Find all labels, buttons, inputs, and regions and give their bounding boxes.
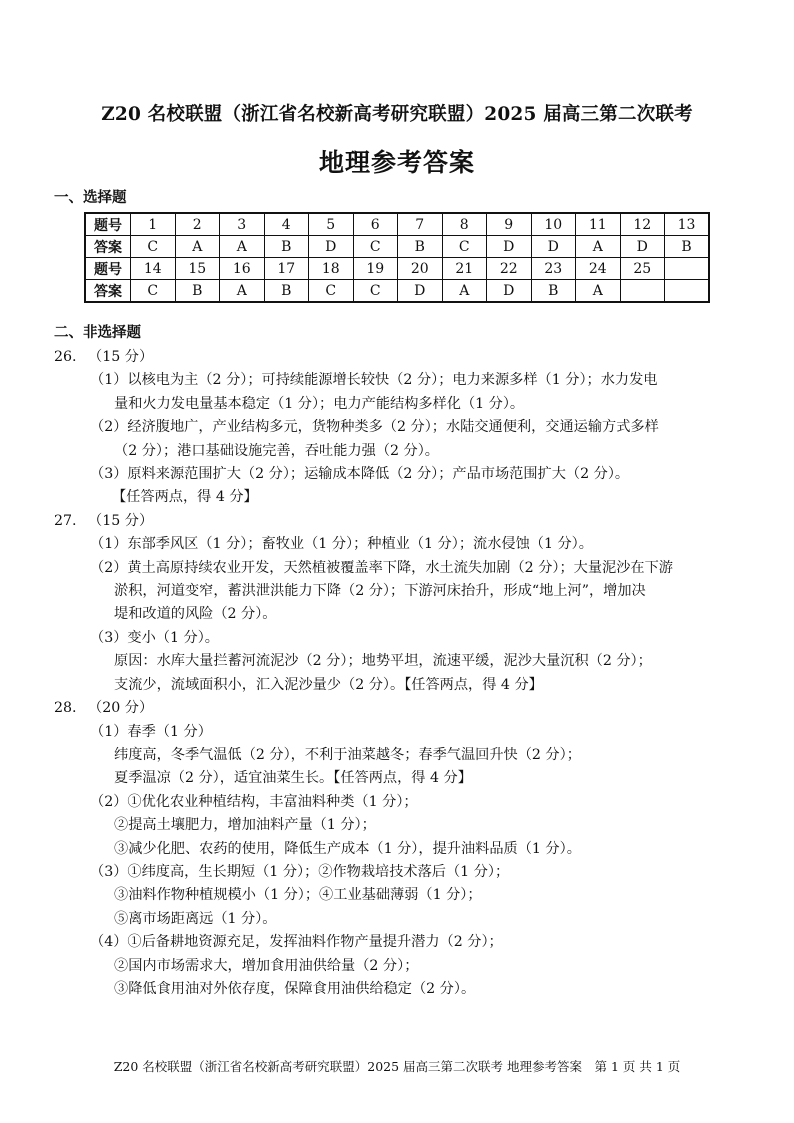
answer-cell: A	[576, 280, 621, 303]
question-number: 28.	[54, 700, 77, 717]
answer-cell: C	[442, 236, 487, 258]
answer-cell: C	[353, 280, 398, 303]
question-26-header	[54, 346, 774, 369]
q26-part2-line2: （2 分）；港口基础设施完善，吞吐能力强（2 分）。	[114, 442, 439, 459]
q28-part4-line3: ③降低食用油对外依存度，保障食用油供给稳定（2 分）。	[114, 980, 476, 997]
q27-part3-line1: （3）变小（1 分）。	[90, 629, 219, 646]
answer-cell: C	[309, 280, 354, 303]
question-number-cell: 17	[264, 258, 309, 280]
answer-table	[84, 212, 710, 303]
table-row-answers	[85, 236, 709, 258]
q28-part2-line3: ③减少化肥、农药的使用，降低生产成本（1 分），提升油料品质（1 分）。	[114, 840, 581, 857]
table-row-question-numbers	[85, 213, 709, 236]
answer-cell: B	[175, 280, 220, 303]
q26-part1-line1: （1）以核电为主（2 分）；可持续能源增长较快（2 分）；电力来源多样（1 分）；水力发电	[90, 372, 658, 389]
answer-cell: A	[220, 280, 265, 303]
question-number-cell: 25	[620, 258, 665, 280]
q27-part2-line1: （2）黄土高原持续农业开发，天然植被覆盖率下降，水土流失加剧（2 分）；大量泥沙在下游	[90, 559, 673, 576]
question-number-cell: 3	[220, 213, 265, 236]
answer-cell: B	[264, 236, 309, 258]
answer-cell: D	[487, 280, 532, 303]
row-label-question: 题号	[85, 213, 131, 236]
answer-cell: B	[264, 280, 309, 303]
question-number-cell: 23	[531, 258, 576, 280]
answer-cell: A	[175, 236, 220, 258]
q26-part1-line2: 量和火力发电量基本稳定（1 分）；电力产能结构多样化（1 分）。	[114, 395, 525, 412]
answer-cell: D	[309, 236, 354, 258]
q28-part3-line2: ③油料作物种植规模小（1 分）；④工业基础薄弱（1 分）；	[114, 887, 482, 904]
q26-part3-line1: （3）原料来源范围扩大（2 分）；运输成本降低（2 分）；产品市场范围扩大（2 分）。	[90, 466, 630, 483]
answer-cell: B	[398, 236, 443, 258]
q28-part1-line1: （1）春季（1 分）	[90, 723, 212, 740]
answer-cell: D	[620, 236, 665, 258]
answer-cell	[620, 280, 665, 303]
page-footer: Z20 名校联盟（浙江省名校新高考研究联盟）2025 届高三第二次联考 地理参考答案 第 1 页 共 1 页	[113, 1059, 681, 1074]
question-number-cell: 24	[576, 258, 621, 280]
q28-part1-line3: 夏季温凉（2 分），适宜油菜生长。【任答两点，得 4 分】	[114, 770, 472, 787]
answer-cell: D	[487, 236, 532, 258]
question-number: 27.	[54, 512, 77, 529]
question-number-cell: 13	[665, 213, 710, 236]
question-number-cell: 19	[353, 258, 398, 280]
exam-title: Z20 名校联盟（浙江省名校新高考研究联盟）2025 届高三第二次联考	[101, 104, 693, 125]
question-points: （15 分）	[88, 512, 154, 529]
q28-part2-line1: （2）①优化农业种植结构，丰富油料种类（1 分）；	[90, 793, 418, 810]
question-number-cell: 1	[131, 213, 176, 236]
question-number-cell: 11	[576, 213, 621, 236]
q28-part4-line2: ②国内市场需求大，增加食用油供给量（2 分）；	[114, 957, 419, 974]
q27-part1-line1: （1）东部季风区（1 分）；畜牧业（1 分）；种植业（1 分）；流水侵蚀（1 分）。	[90, 536, 593, 553]
answer-cell: B	[665, 236, 710, 258]
q28-part3-line3: ⑤离市场距离远（1 分）。	[114, 910, 277, 927]
question-points: （20 分）	[88, 700, 154, 717]
question-number-cell: 9	[487, 213, 532, 236]
question-number-cell: 20	[398, 258, 443, 280]
q27-part3-line3: 支流少，流域面积小，汇入泥沙量少（2 分）。【任答两点，得 4 分】	[114, 676, 543, 693]
q27-part2-line2: 淤积，河道变窄，蓄洪泄洪能力下降（2 分）；下游河床抬升，形成“地上河”，增加决	[114, 583, 646, 600]
row-label-answer: 答案	[85, 236, 131, 258]
answer-cell: C	[131, 280, 176, 303]
answer-cell	[665, 280, 710, 303]
table-row-answers	[85, 280, 709, 303]
answer-cell: A	[442, 280, 487, 303]
answer-cell: A	[220, 236, 265, 258]
question-number-cell: 6	[353, 213, 398, 236]
row-label-question: 题号	[85, 258, 131, 280]
question-number-cell: 15	[175, 258, 220, 280]
question-number: 26.	[54, 349, 77, 365]
q26-part3-note: 【任答两点，得 4 分】	[112, 489, 258, 506]
question-number-cell: 4	[264, 213, 309, 236]
row-label-answer: 答案	[85, 280, 131, 303]
question-points: （15 分）	[88, 349, 154, 365]
q27-part2-line3: 堤和改道的风险（2 分）。	[114, 606, 277, 623]
question-number-cell: 21	[442, 258, 487, 280]
q28-part4-line1: （4）①后备耕地资源充足，发挥油料作物产量提升潜力（2 分）；	[90, 934, 503, 951]
question-number-cell: 2	[175, 213, 220, 236]
question-number-cell: 7	[398, 213, 443, 236]
question-number-cell: 5	[309, 213, 354, 236]
q27-part3-line2: 原因：水库大量拦蓄河流泥沙（2 分）；地势平坦，流速平缓，泥沙大量沉积（2 分）；	[114, 653, 652, 670]
q28-part3-line1: （3）①纬度高，生长期短（1 分）；②作物栽培技术落后（1 分）；	[90, 863, 510, 880]
section-heading-nonchoice: 二、非选择题	[54, 324, 141, 341]
question-number-cell: 16	[220, 258, 265, 280]
q28-part1-line2: 纬度高，冬季气温低（2 分），不利于油菜越冬；春季气温回升快（2 分）；	[114, 746, 581, 763]
answer-cell: D	[398, 280, 443, 303]
question-number-cell: 18	[309, 258, 354, 280]
question-28-header	[54, 697, 774, 720]
question-number-cell: 12	[620, 213, 665, 236]
section-heading-choice: 一、选择题	[54, 189, 127, 206]
answer-cell: A	[576, 236, 621, 258]
answer-key-title: 地理参考答案	[318, 148, 475, 177]
table-row-question-numbers	[85, 258, 709, 280]
q28-part2-line2: ②提高土壤肥力，增加油料产量（1 分）；	[114, 817, 376, 834]
answer-cell: C	[353, 236, 398, 258]
answer-cell: C	[131, 236, 176, 258]
question-number-cell: 10	[531, 213, 576, 236]
answer-cell: B	[531, 280, 576, 303]
q26-part2-line1: （2）经济腹地广，产业结构多元，货物种类多（2 分）；水陆交通便利，交通运输方式多样	[90, 419, 659, 436]
question-number-cell: 22	[487, 258, 532, 280]
answer-cell: D	[531, 236, 576, 258]
question-number-cell: 8	[442, 213, 487, 236]
question-number-cell	[665, 258, 710, 280]
answers-body	[54, 346, 774, 1001]
question-27-header	[54, 510, 774, 533]
question-number-cell: 14	[131, 258, 176, 280]
